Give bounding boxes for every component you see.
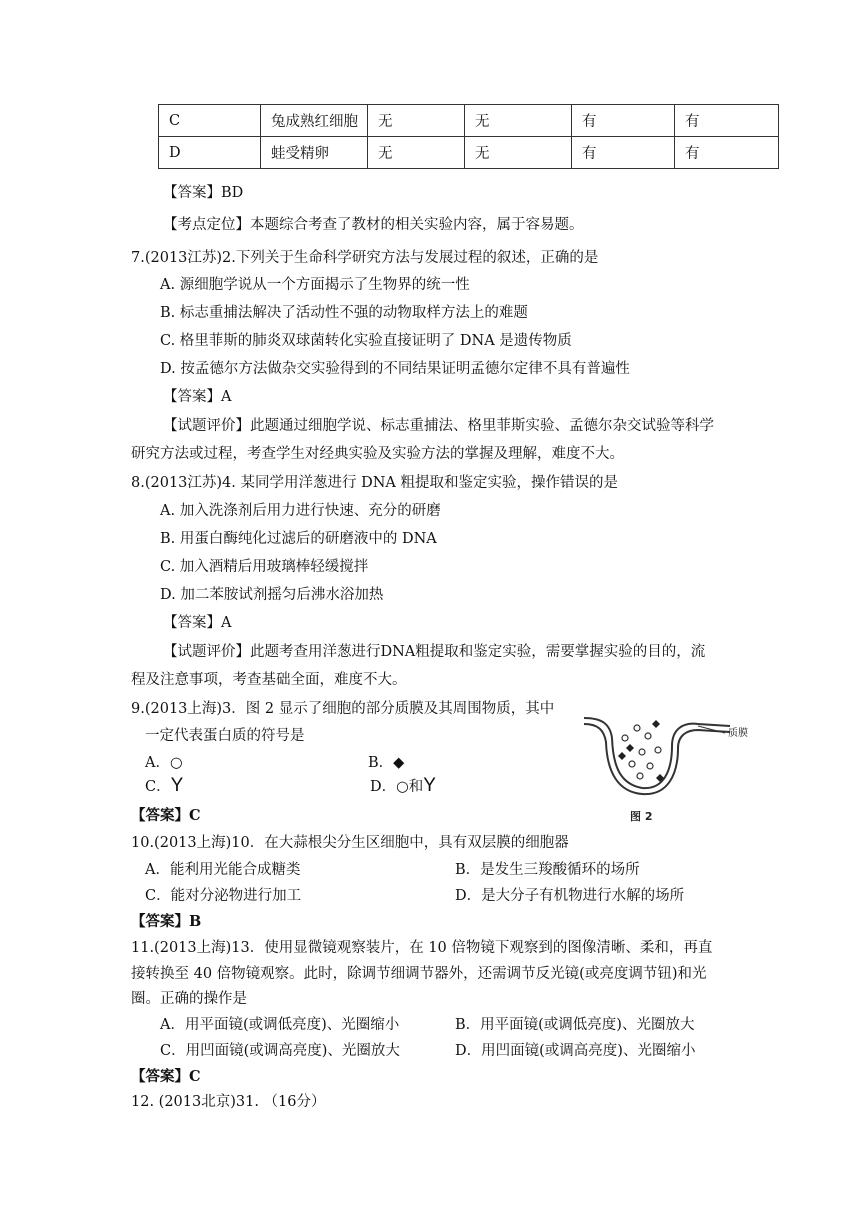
circle-molecule <box>647 763 653 769</box>
option-b: B．◆ <box>368 755 405 771</box>
table-cell: 无 <box>368 105 465 137</box>
option-a: A. 源细胞学说从一个方面揭示了生物界的统一性 <box>160 277 470 293</box>
option-d: D．用凹面镜(或调高亮度)、光圈缩小 <box>455 1043 696 1059</box>
option-b: B．是发生三羧酸循环的场所 <box>455 862 640 878</box>
option-d: D．是大分子有机物进行水解的场所 <box>455 888 685 904</box>
review-text: 程及注意事项，考查基础全面，难度不大。 <box>131 672 407 688</box>
review-text: 【试题评价】此题考查用洋葱进行DNA粗提取和鉴定实验，需要掌握实验的目的，流 <box>163 644 706 660</box>
table-cell: 无 <box>465 137 572 169</box>
table-cell: 兔成熟红细胞 <box>261 105 368 137</box>
circle-molecule <box>622 735 628 741</box>
table-cell: D <box>159 137 261 169</box>
review-text: 【试题评价】此题通过细胞学说、标志重捕法、格里菲斯实验、孟德尔杂交试验等科学 <box>163 418 714 434</box>
option-a: A．能利用光能合成糖类 <box>145 862 301 878</box>
circle-molecule <box>634 725 640 731</box>
table-row <box>159 137 779 169</box>
answer-label: 【答案】B <box>131 913 202 930</box>
option-c: C. 格里菲斯的肺炎双球菌转化实验直接证明了 DNA 是遗传物质 <box>160 333 572 349</box>
option-c: C. 加入酒精后用玻璃棒轻缓搅拌 <box>160 559 369 575</box>
option-b: B. 标志重捕法解决了活动性不强的动物取样方法上的难题 <box>160 305 528 321</box>
option-d <box>370 775 436 797</box>
membrane-label: 质膜 <box>728 728 748 739</box>
diamond-molecule <box>626 744 634 752</box>
option-a: A．○ <box>145 755 183 771</box>
cell-membrane-figure <box>580 708 760 826</box>
table-cell: 有 <box>675 137 779 169</box>
circle-molecule <box>639 749 645 755</box>
table-cell: 无 <box>368 137 465 169</box>
option-c-prefix: C． <box>145 779 171 795</box>
figure-caption: 图 2 <box>630 810 653 823</box>
answer-label: 【答案】C <box>131 807 201 824</box>
question-stem: 10.(2013上海)10．在大蒜根尖分生区细胞中，具有双层膜的细胞器 <box>131 835 569 851</box>
option-d-prefix: D．○和 <box>370 779 424 795</box>
table-cell: 有 <box>572 137 675 169</box>
question-stem: 一定代表蛋白质的符号是 <box>145 728 305 744</box>
circle-molecule <box>655 747 661 753</box>
answer-label: 【答案】A <box>163 389 232 405</box>
question-stem: 接转换至 40 倍物镜观察。此时，除调节细调节器外，还需调节反光镜(或亮度调节钮)和光 <box>131 966 707 982</box>
answer-label: 【答案】BD <box>163 185 244 201</box>
table-cell: 有 <box>572 105 675 137</box>
table-cell: C <box>159 105 261 137</box>
table-cell: 蛙受精卵 <box>261 137 368 169</box>
option-d: D. 按孟德尔方法做杂交实验得到的不同结果证明孟德尔定律不具有普遍性 <box>160 361 630 377</box>
question-stem: 8.(2013江苏)4. 某同学用洋葱进行 DNA 粗提取和鉴定实验，操作错误的是 <box>131 475 618 491</box>
option-b: B. 用蛋白酶纯化过滤后的研磨液中的 DNA <box>160 531 437 547</box>
diamond-molecule <box>618 752 626 760</box>
question-stem: 11.(2013上海)13．使用显微镜观察装片，在 10 倍物镜下观察到的图像清晰、柔和，再直 <box>131 940 713 956</box>
option-c <box>145 775 183 797</box>
question-stem: 9.(2013上海)3．图 2 显示了细胞的部分质膜及其周围物质，其中 <box>131 701 555 717</box>
option-d: D. 加二苯胺试剂摇匀后沸水浴加热 <box>160 587 384 603</box>
table-cell: 无 <box>465 105 572 137</box>
diamond-molecule <box>652 720 660 728</box>
question-stem: 圈。正确的操作是 <box>131 991 247 1007</box>
options-table <box>158 104 779 169</box>
y-symbol: Y <box>423 775 436 796</box>
option-b: B．用平面镜(或调低亮度)、光圈放大 <box>455 1017 695 1033</box>
table-cell: 有 <box>675 105 779 137</box>
review-text: 研究方法或过程，考查学生对经典实验及实验方法的掌握及理解，难度不大。 <box>131 446 624 462</box>
table-row <box>159 105 779 137</box>
question-stem: 12. (2013北京)31. （16分） <box>131 1094 326 1110</box>
y-symbol: Y <box>170 775 184 796</box>
option-a: A．用平面镜(或调低亮度)、光圈缩小 <box>160 1017 400 1033</box>
option-c: C．用凹面镜(或调高亮度)、光圈放大 <box>160 1043 400 1059</box>
question-stem: 7.(2013江苏)2.下列关于生命科学研究方法与发展过程的叙述，正确的是 <box>131 250 599 266</box>
analysis-text: 【考点定位】本题综合考查了教材的相关实验内容，属于容易题。 <box>163 217 584 233</box>
circle-molecule <box>637 773 643 779</box>
answer-label: 【答案】C <box>131 1068 201 1085</box>
option-c: C．能对分泌物进行加工 <box>145 888 302 904</box>
option-a: A. 加入洗涤剂后用力进行快速、充分的研磨 <box>160 503 441 519</box>
answer-label: 【答案】A <box>163 615 232 631</box>
circle-molecule <box>629 761 635 767</box>
circle-molecule <box>645 733 651 739</box>
